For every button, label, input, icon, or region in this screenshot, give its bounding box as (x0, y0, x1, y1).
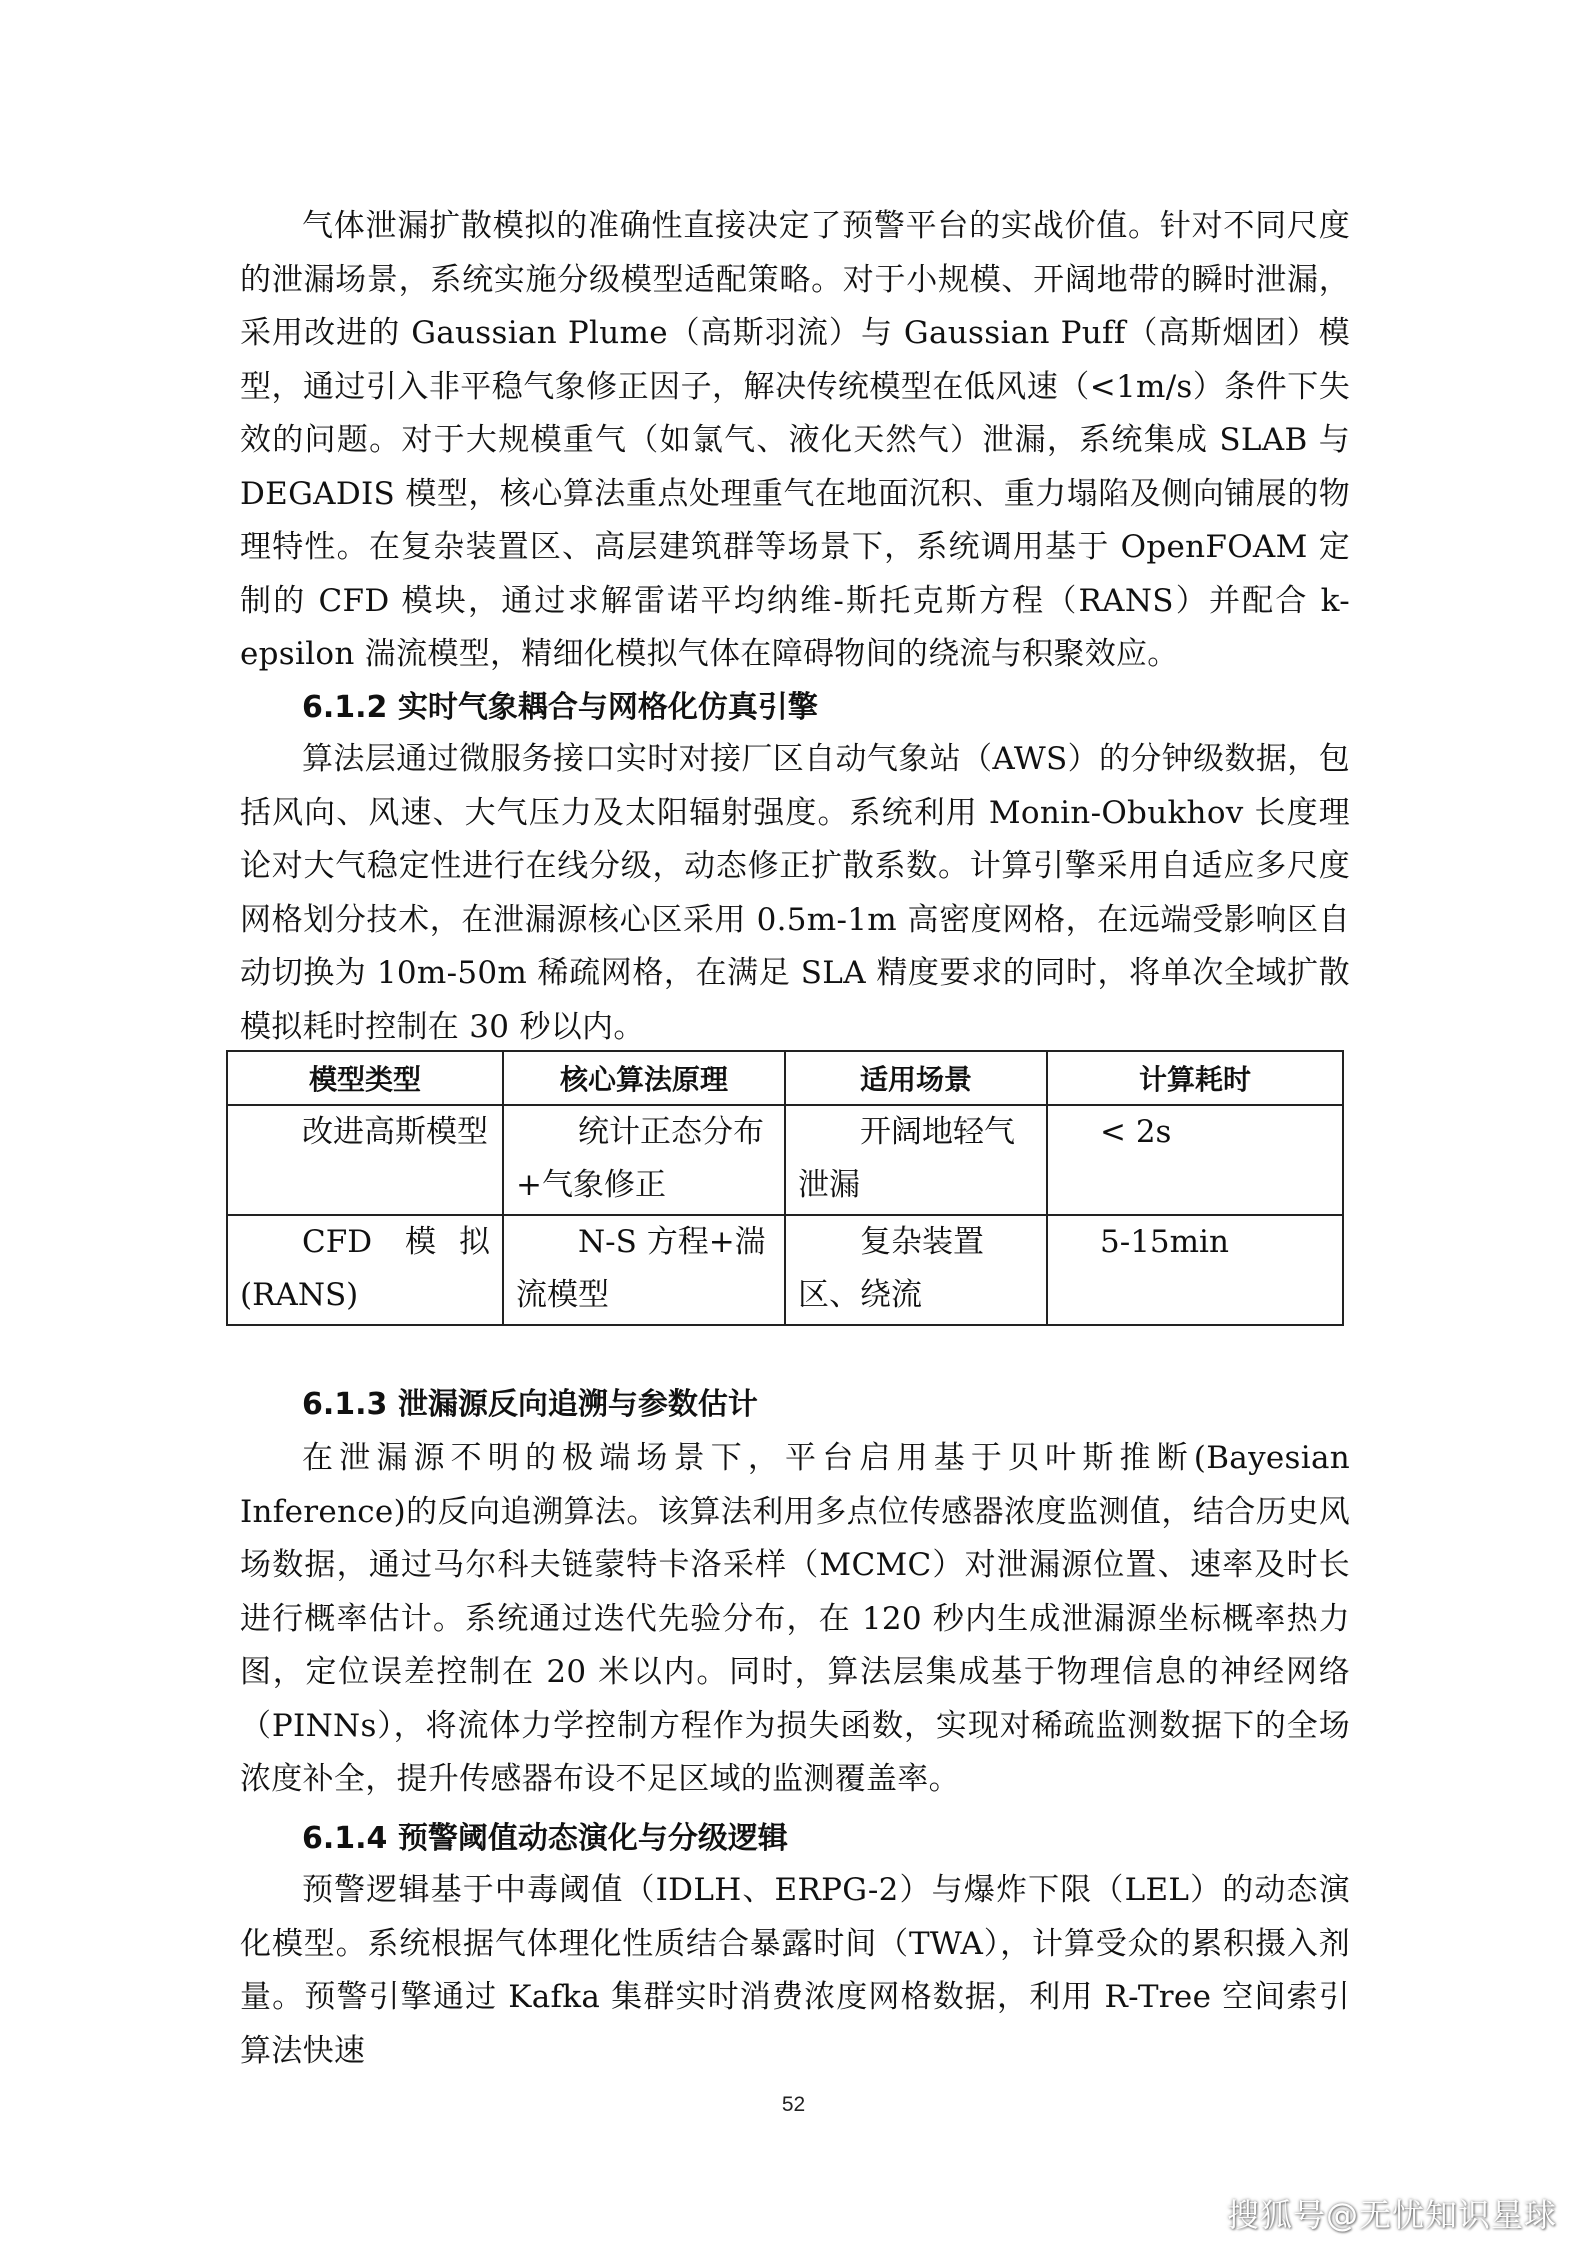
cell-text: 统计正态分布+气象修正 (516, 1114, 764, 1203)
cell-text: CFD 模拟(RANS) (240, 1224, 490, 1313)
table-cell (1047, 1105, 1343, 1215)
paragraph-text: 预警逻辑基于中毒阈值（IDLH、ERPG-2）与爆炸下限（LEL）的动态演化模型。系统根据气体理化性质结合暴露时间（TWA），计算受众的累积摄入剂量。预警引擎通过 Kafka 集群实时消费浓度网格数据，利用 R-Tree 空间索引算法快速 (240, 1872, 1350, 2069)
cell-text: < 2s (1100, 1114, 1172, 1150)
table-header-cell: 计算耗时 (1047, 1051, 1343, 1105)
table-header-cell: 适用场景 (785, 1051, 1047, 1105)
cell-text: N-S 方程+湍流模型 (516, 1224, 766, 1313)
table-cell (503, 1215, 785, 1325)
paragraph-text: 在泄漏源不明的极端场景下，平台启用基于贝叶斯推断(Bayesian Inference)的反向追溯算法。该算法利用多点位传感器浓度监测值，结合历史风场数据，通过马尔科夫链蒙特卡洛采样（MCMC）对泄漏源位置、速率及时长进行概率估计。系统通过迭代先验分布，在 120 秒内生成泄漏源坐标概率热力图，定位误差控制在 20 米以内。同时，算法层集成基于物理信息的神经网络（PINNs），将流体力学控制方程作为损失函数，实现对稀疏监测数据下的全场浓度补全，提升传感器布设不足区域的监测覆盖率。 (240, 1440, 1350, 1797)
paragraph-meteorology (240, 733, 1350, 1054)
section-heading-6-1-4: 6.1.4 预警阈值动态演化与分级逻辑 (302, 1821, 788, 1856)
table-cell (503, 1105, 785, 1215)
table-row (227, 1215, 1343, 1325)
table-header-cell: 模型类型 (227, 1051, 503, 1105)
section-heading-6-1-2: 6.1.2 实时气象耦合与网格化仿真引擎 (302, 690, 818, 725)
table-cell (785, 1105, 1047, 1215)
paragraph-gas-dispersion (240, 200, 1350, 682)
paragraph-source-tracing (240, 1432, 1350, 1807)
page-number: 52 (781, 2093, 806, 2116)
table-header-cell: 核心算法原理 (503, 1051, 785, 1105)
paragraph-text: 气体泄漏扩散模拟的准确性直接决定了预警平台的实战价值。针对不同尺度的泄漏场景，系统实施分级模型适配策略。对于小规模、开阔地带的瞬时泄漏，采用改进的 Gaussian Plume（高斯羽流）与 Gaussian Puff（高斯烟团）模型，通过引入非平稳气象修正因子，解决传统模型在低风速（<1m/s）条件下失效的问题。对于大规模重气（如氯气、液化天然气）泄漏，系统集成 SLAB 与 DEGADIS 模型，核心算法重点处理重气在地面沉积、重力塌陷及侧向铺展的物理特性。在复杂装置区、高层建筑群等场景下，系统调用基于 OpenFOAM 定制的 CFD 模块，通过求解雷诺平均纳维-斯托克斯方程（RANS）并配合 k-epsilon 湍流模型，精细化模拟气体在障碍物间的绕流与积聚效应。 (240, 208, 1350, 672)
table-cell (227, 1215, 503, 1325)
table-cell (1047, 1215, 1343, 1325)
table-cell (785, 1215, 1047, 1325)
cell-text: 复杂装置区、绕流 (798, 1224, 984, 1313)
paragraph-text: 算法层通过微服务接口实时对接厂区自动气象站（AWS）的分钟级数据，包括风向、风速、大气压力及太阳辐射强度。系统利用 Monin-Obukhov 长度理论对大气稳定性进行在线分级，动态修正扩散系数。计算引擎采用自适应多尺度网格划分技术，在泄漏源核心区采用 0.5m-1m 高密度网格，在远端受影响区自动切换为 10m-50m 稀疏网格，在满足 SLA 精度要求的同时，将单次全域扩散模拟耗时控制在 30 秒以内。 (240, 741, 1350, 1045)
table-header-row (227, 1051, 1343, 1105)
section-heading-6-1-3: 6.1.3 泄漏源反向追溯与参数估计 (302, 1387, 758, 1422)
cell-text: 5-15min (1100, 1224, 1229, 1260)
watermark: 搜狐号@无忧知识星球 (1226, 2196, 1557, 2234)
table-row (227, 1105, 1343, 1215)
paragraph-warning-logic (240, 1864, 1350, 2078)
table-cell (227, 1105, 503, 1215)
cell-text: 开阔地轻气泄漏 (798, 1114, 1015, 1203)
cell-text: 改进高斯模型 (302, 1114, 488, 1150)
model-comparison-table (226, 1050, 1344, 1326)
